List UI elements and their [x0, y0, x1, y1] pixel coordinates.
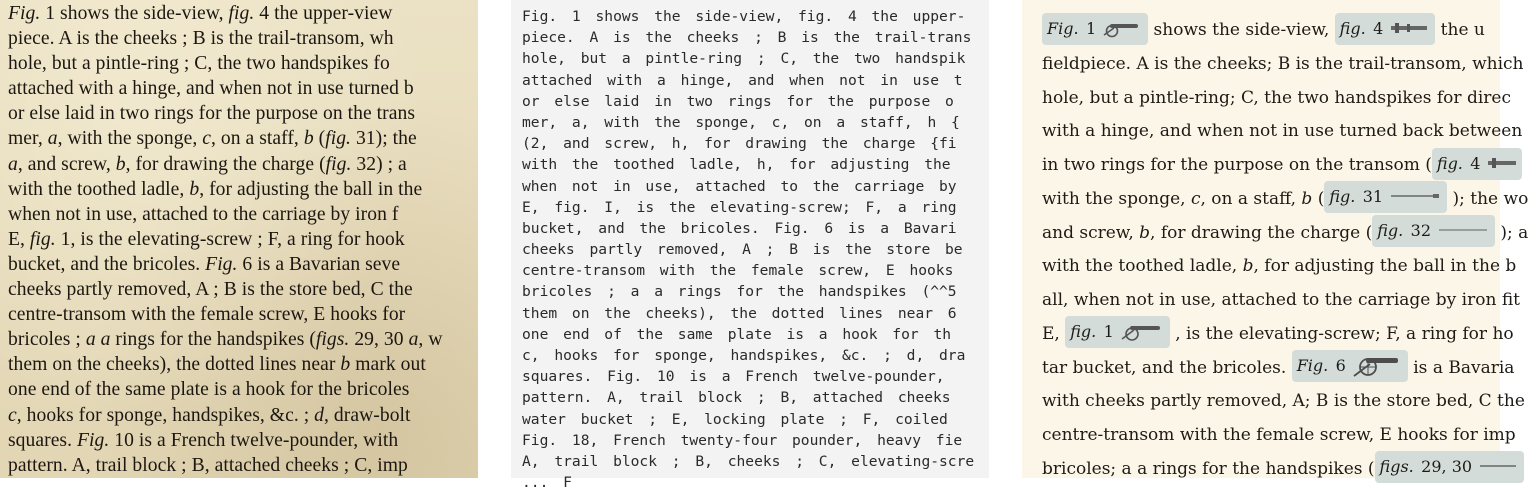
ocr-line: cheeks partly removed, A ; B is the store be — [522, 241, 963, 259]
scan-text: centre-transom with the female screw, E hooks for — [8, 304, 406, 326]
reflow-line: centre-transom with the female screw, E hooks for imp — [1042, 425, 1516, 445]
figure-chip-fig-6[interactable] — [1292, 350, 1408, 382]
ocr-line: one end of the same plate is a hook for th — [522, 325, 952, 343]
scan-text: , for drawing the charge ( — [125, 153, 326, 175]
reflow-italic: c — [1190, 188, 1201, 209]
reflow-line — [1042, 352, 1528, 386]
scan-text: pattern. A, trail block ; B, attached cheeks ; C, imp — [8, 454, 408, 476]
ocr-line: Fig. 1 shows the side-view, fig. 4 the upper- — [522, 8, 966, 25]
reflow-text: ); a — [1495, 222, 1528, 243]
figure-label: fig. — [1436, 153, 1463, 173]
figure-chip-fig-1[interactable] — [1042, 13, 1148, 45]
figure-chip-fig-4[interactable] — [1432, 148, 1523, 180]
cannon-top-view-icon — [1486, 155, 1516, 171]
figure-chip-fig-31[interactable] — [1324, 181, 1447, 213]
scan-text: mer, — [8, 128, 48, 150]
scan-text: , w — [418, 329, 443, 351]
scan-text: 29, 30 — [349, 329, 409, 351]
ocr-line: attached with a hinge, and when not in use t — [522, 71, 963, 89]
scan-italic: fig. — [325, 153, 352, 175]
sponge-staff-icon — [1389, 191, 1441, 201]
ocr-line: E, fig. I, is the elevating-screw; F, a ring — [522, 198, 957, 216]
scan-italic: Fig. — [77, 429, 110, 451]
scan-text: 4 the upper-view — [254, 3, 393, 24]
ocr-line: or else laid in two rings for the purpose o — [522, 92, 954, 110]
figure-label: fig. — [1377, 221, 1404, 240]
scan-text: E, — [8, 228, 30, 250]
scan-text: when not in use, attached to the carriage by iron f — [8, 203, 399, 225]
figure-chip-figs-29-30[interactable] — [1375, 451, 1525, 483]
reflow-text: with the toothed ladle, — [1042, 256, 1243, 277]
scan-italic: a — [47, 128, 58, 150]
reflow-line: all, when not in use, attached to the carriage by iron fit — [1042, 290, 1520, 310]
figure-number: 31 — [1362, 187, 1384, 207]
reflow-text: E, — [1042, 323, 1066, 344]
scan-line — [8, 352, 443, 377]
ocr-line: A, trail block ; B, cheeks ; C, elevating-scre — [522, 452, 975, 470]
reflowed-text — [1042, 14, 1528, 487]
scan-italic: b — [303, 128, 314, 150]
reflow-line: hole, but a pintle-ring; C, the two handspikes for direc — [1042, 87, 1511, 108]
scan-line — [8, 126, 443, 151]
reflow-text: ( — [1312, 188, 1325, 209]
ocr-line: bricoles ; a a rings for the handspikes (^^5 — [522, 283, 957, 301]
scan-text: 32) ; a — [351, 153, 407, 175]
figure-number: 6 — [1335, 356, 1346, 375]
figure-label: fig. — [1070, 322, 1097, 342]
ocr-line: mer, a, with the sponge, c, on a staff, h { — [522, 113, 960, 131]
scanned-text — [8, 1, 443, 478]
reflow-line — [1042, 217, 1528, 251]
scan-italic: Fig. — [205, 253, 238, 275]
scan-text: 31); the — [351, 128, 417, 150]
scan-line — [8, 227, 443, 252]
scan-line — [8, 152, 443, 177]
scan-text: attached with a hinge, and when not in use turned b — [8, 78, 414, 100]
ocr-text-panel — [511, 0, 989, 492]
reflow-line — [1042, 14, 1528, 48]
cannon-side-view-icon — [1102, 18, 1142, 38]
ocr-line: Fig. 18, French twenty-four pounder, heavy fie — [522, 431, 963, 449]
reflow-line — [1042, 149, 1528, 183]
scan-text: one end of the same plate is a hook for the bricoles — [8, 379, 410, 401]
scan-text: 10 is a French twelve-pounder, with — [109, 429, 399, 451]
reflow-text: is a Bavaria — [1407, 357, 1515, 378]
scan-line — [8, 453, 443, 478]
handspike-ring-icon — [1478, 461, 1518, 471]
scan-italic: Fig. — [8, 3, 41, 24]
reflow-text: , for drawing the charge ( — [1150, 222, 1373, 243]
ocr-line: them on the cheeks), the dotted lines near 6 — [522, 304, 957, 322]
reflow-text: , on a staff, — [1200, 188, 1302, 209]
scan-text: , for adjusting the ball in the — [199, 178, 423, 200]
ocr-line: when not in use, attached to the carriage by — [522, 177, 957, 195]
reflow-text: shows the side-view, — [1148, 20, 1335, 40]
scan-text: bricoles ; — [8, 329, 86, 351]
scan-line — [8, 403, 443, 428]
ocr-text — [522, 6, 974, 493]
ocr-line: c, hooks for sponge, handspikes, &c. ; d, dra — [522, 347, 966, 364]
reflow-line — [1042, 318, 1528, 352]
scan-text: ( — [313, 128, 326, 150]
figure-number: 29, 30 — [1421, 457, 1473, 477]
scan-text: piece. A is the cheeks ; B is the trail-transom, wh — [8, 28, 394, 50]
scan-text: 1 shows the side-view, — [40, 3, 229, 24]
reflow-line — [1042, 250, 1528, 284]
figure-number: 32 — [1410, 221, 1431, 240]
reflow-text: , for adjusting the ball in the b — [1253, 256, 1517, 277]
scan-italic: d — [314, 404, 325, 426]
reflow-italic: b — [1242, 256, 1254, 277]
ocr-line: water bucket ; E, locking plate ; F, coiled — [522, 410, 948, 428]
scan-italic: a — [408, 329, 419, 351]
scan-line — [8, 252, 443, 277]
scanned-page-panel — [0, 0, 478, 478]
figure-label: fig. — [1339, 18, 1366, 38]
reflowed-text-panel — [1022, 0, 1528, 479]
figure-chip-fig-32[interactable] — [1372, 215, 1495, 247]
reflow-text: ); the wo — [1447, 188, 1528, 209]
scan-text: cheeks partly removed, A ; B is the store bed, C the — [8, 279, 413, 301]
figure-label: figs. — [1379, 457, 1414, 477]
scan-line — [8, 101, 443, 126]
ocr-line: piece. A is the cheeks ; B is the trail-trans — [522, 29, 972, 47]
ocr-line: (2, and screw, h, for drawing the charge {fi — [522, 135, 957, 153]
scan-italic: fig. — [228, 3, 255, 24]
scan-line — [8, 377, 443, 402]
reflow-italic: b — [1301, 188, 1313, 209]
figure-chip-fig-4[interactable] — [1335, 13, 1436, 45]
reflow-line: fieldpiece. A is the cheeks; B is the trail-transom, which — [1042, 53, 1524, 74]
figure-chip-fig-1[interactable] — [1065, 316, 1170, 348]
scan-line — [8, 277, 443, 302]
reflow-italic: b — [1139, 222, 1151, 243]
scan-italic: a a — [85, 329, 111, 351]
scan-text: , and screw, — [17, 153, 116, 175]
ocr-line: with the toothed ladle, h, for adjusting the — [522, 156, 951, 174]
scan-line — [8, 76, 443, 101]
scan-italic: b — [340, 354, 351, 376]
scan-italic: b — [189, 178, 200, 200]
scan-text: , with the sponge, — [57, 128, 203, 150]
reflow-line: with cheeks partly removed, A; B is the store bed, C the — [1042, 391, 1525, 412]
reflow-text: with the sponge, — [1042, 188, 1191, 209]
scan-italic: c — [8, 404, 17, 426]
scan-line — [8, 177, 443, 202]
figure-label: Fig. — [1296, 356, 1329, 375]
scan-italic: b — [115, 153, 126, 175]
scan-text: them on the cheeks), the dotted lines near — [8, 354, 341, 376]
reflow-text: bricoles; a a rings for the handspikes ( — [1042, 458, 1375, 479]
scan-italic: fig. — [29, 228, 56, 250]
figure-label: Fig. — [1047, 18, 1079, 38]
scan-line — [8, 202, 443, 227]
bavarian-cannon-icon — [1352, 352, 1402, 378]
figure-number: 1 — [1085, 18, 1097, 38]
ocr-line: bucket, and the bricoles. Fig. 6 is a Bavari — [522, 219, 957, 237]
ocr-line: centre-transom with the female screw, E hooks — [522, 262, 954, 280]
scan-italic: figs. — [315, 329, 350, 351]
figure-number: 4 — [1470, 153, 1481, 173]
scan-line — [8, 1, 443, 26]
scan-text: , on a staff, — [210, 128, 304, 150]
scan-italic: fig. — [325, 128, 351, 150]
scan-text: , hooks for sponge, handspikes, &c. ; — [16, 404, 315, 426]
scan-text: rings for the handspikes ( — [110, 329, 316, 351]
figure-number: 1 — [1103, 322, 1114, 342]
cannon-top-view-icon — [1389, 20, 1429, 36]
scan-line — [8, 51, 443, 76]
cannon-side-view-icon — [1120, 320, 1164, 342]
scan-text: with the toothed ladle, — [8, 178, 190, 200]
reflow-text: tar bucket, and the bricoles. — [1042, 357, 1292, 378]
scan-text: , draw-bolt — [324, 404, 411, 426]
reflow-line: with a hinge, and when not in use turned back between — [1042, 121, 1523, 142]
scan-italic: c — [202, 128, 211, 150]
scan-line — [8, 302, 443, 327]
scan-text: bucket, and the bricoles. — [8, 253, 206, 275]
reflow-line — [1042, 183, 1528, 217]
scan-italic: a — [8, 153, 18, 175]
reflow-text: in two rings for the purpose on the transom ( — [1042, 155, 1432, 175]
ocr-line: ... F — [522, 474, 572, 492]
scan-line — [8, 26, 443, 51]
ocr-line: hole, but a pintle-ring ; C, the two handspik — [522, 50, 966, 68]
reflow-line — [1042, 453, 1528, 487]
scan-text: mark out — [350, 354, 426, 376]
scan-text: or else laid in two rings for the purpose on the trans — [8, 103, 416, 125]
reflow-text: the u — [1435, 20, 1485, 40]
scan-text: squares. — [8, 429, 78, 451]
scan-line — [8, 327, 443, 352]
ocr-line: pattern. A, trail block ; B, attached cheeks — [522, 389, 951, 407]
scan-text: 6 is a Bavarian seve — [237, 253, 401, 275]
reflow-text: , is the elevating-screw; F, a ring for ho — [1169, 323, 1514, 344]
ocr-line: squares. Fig. 10 is a French twelve-pounder, — [522, 368, 945, 386]
figure-number: 4 — [1373, 18, 1384, 38]
scan-line — [8, 428, 443, 453]
screw-staff-icon — [1437, 225, 1489, 235]
scan-text: 1, is the elevating-screw ; F, a ring for hook — [55, 228, 405, 250]
figure-label: fig. — [1329, 187, 1356, 207]
scan-text: hole, but a pintle-ring ; C, the two handspikes fo — [8, 53, 390, 75]
reflow-text: and screw, — [1042, 222, 1140, 243]
